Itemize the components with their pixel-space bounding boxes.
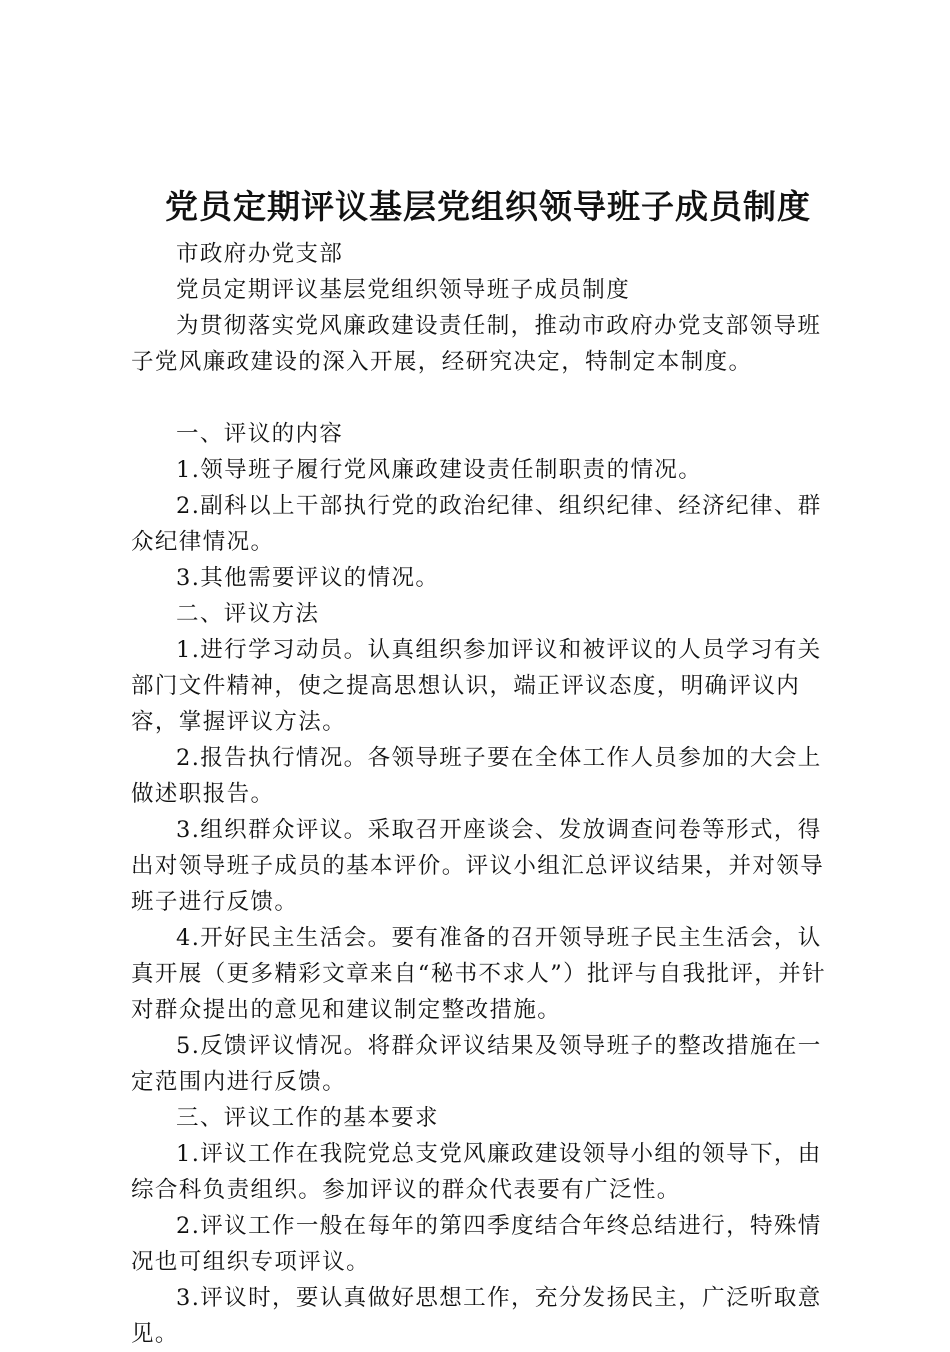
document-title: 党员定期评议基层党组织领导班子成员制度: [165, 187, 811, 226]
section-2-item-5: 5.反馈评议情况。将群众评议结果及领导班子的整改措施在一定范围内进行反馈。: [131, 1033, 822, 1095]
section-2-item-1: 1.进行学习动员。认真组织参加评议和被评议的人员学习有关部门文件精神，使之提高思想认识，端正评议态度，明确评议内容，掌握评议方法。: [131, 637, 822, 735]
section-heading-1: 一、评议的内容: [176, 421, 344, 447]
section-heading-3: 三、评议工作的基本要求: [176, 1105, 439, 1131]
section-3-item-3: 3.评议时，要认真做好思想工作，充分发扬民主，广泛听取意见。: [131, 1285, 822, 1347]
document-page: [131, 180, 845, 1352]
intro-paragraph: 为贯彻落实党风廉政建设责任制，推动市政府办党支部领导班子党风廉政建设的深入开展，经研究决定，特制定本制度。: [131, 313, 822, 375]
section-heading-2: 二、评议方法: [176, 601, 320, 627]
section-2-item-2: 2.报告执行情况。各领导班子要在全体工作人员参加的大会上做述职报告。: [131, 745, 822, 807]
section-3-item-2: 2.评议工作一般在每年的第四季度结合年终总结进行，特殊情况也可组织专项评议。: [131, 1213, 822, 1275]
paragraph-spacer: [131, 380, 845, 416]
org-name: 市政府办党支部: [176, 241, 344, 267]
section-3-item-1: 1.评议工作在我院党总支党风廉政建设领导小组的领导下，由综合科负责组织。参加评议的群众代表要有广泛性。: [131, 1141, 822, 1203]
section-1-item-2: 2.副科以上干部执行党的政治纪律、组织纪律、经济纪律、群众纪律情况。: [131, 493, 822, 555]
subtitle: 党员定期评议基层党组织领导班子成员制度: [176, 277, 631, 303]
section-1-item-3: 3.其他需要评议的情况。: [176, 565, 440, 591]
section-2-item-3: 3.组织群众评议。采取召开座谈会、发放调查问卷等形式，得出对领导班子成员的基本评价。评议小组汇总评议结果，并对领导班子进行反馈。: [131, 817, 825, 915]
section-1-item-1: 1.领导班子履行党风廉政建设责任制职责的情况。: [176, 457, 703, 483]
section-2-item-4: 4.开好民主生活会。要有准备的召开领导班子民主生活会，认真开展（更多精彩文章来自“秘书不求人”）批评与自我批评，并针对群众提出的意见和建议制定整改措施。: [131, 925, 827, 1023]
